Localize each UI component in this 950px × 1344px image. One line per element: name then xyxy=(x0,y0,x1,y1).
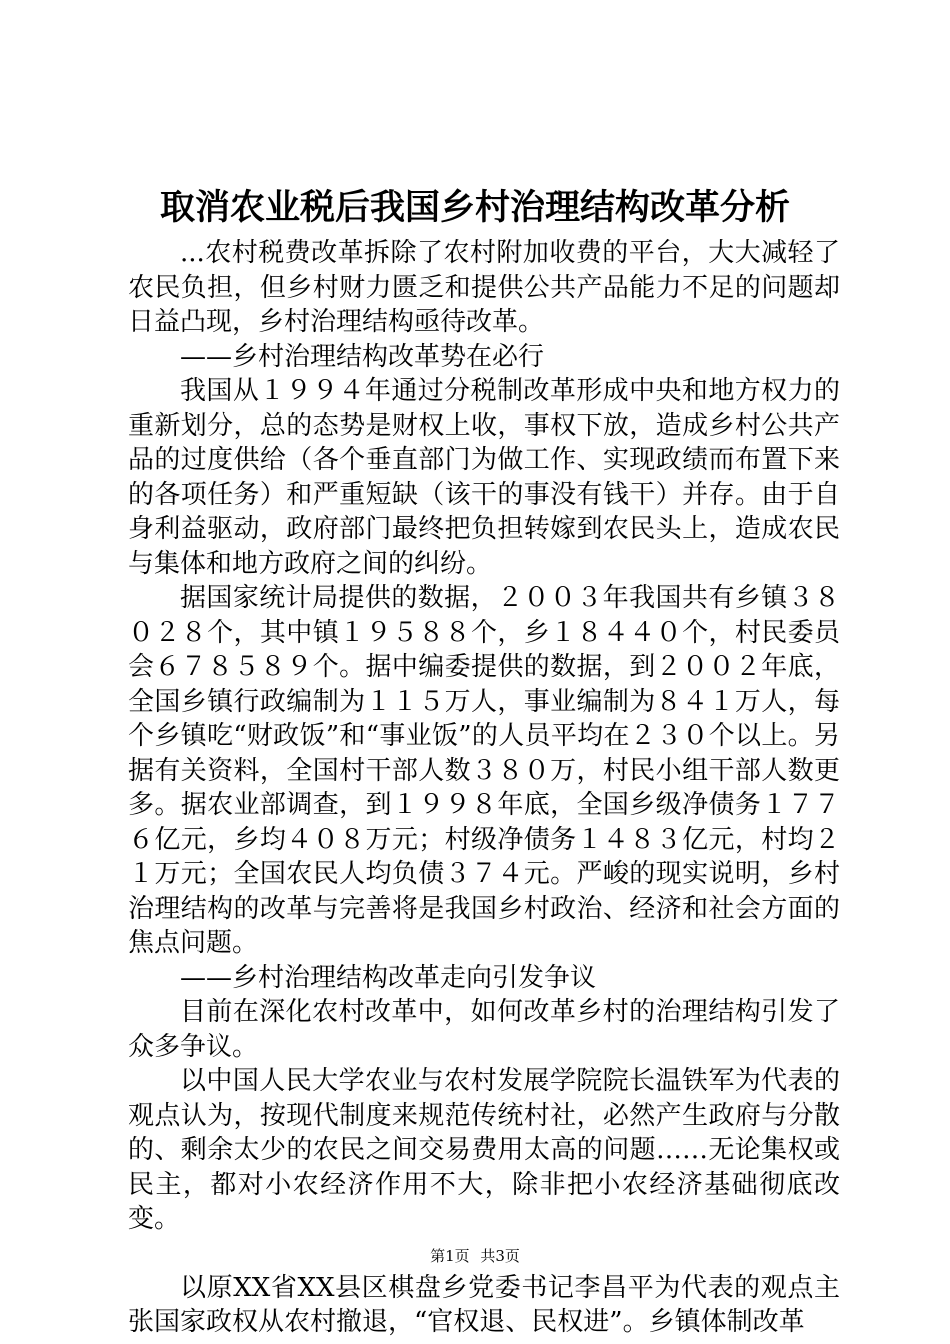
page-total: 共3页 xyxy=(480,1247,520,1265)
section-heading-2: ——乡村治理结构改革走向引发争议 xyxy=(180,962,597,993)
paragraph-5: 以原XX省XX县区棋盘乡党委书记李昌平为代表的观点主张国家政权从农村撤退，“官权退、民权进”。乡镇体制改革 xyxy=(128,1272,840,1337)
page-footer xyxy=(0,1246,950,1266)
paragraph-2: 据国家统计局提供的数据，２００３年我国共有乡镇３８０２８个，其中镇１９５８８个，乡１８４４０个，村民委员会６７８５８９个。据中编委提供的数据，到２００２年底，全国乡镇行政编制为１１５万人，事业编制为８４１万人，每个乡镇吃“财政饭”和“事业饭”的人员平均在２３０个以上。另据有关资料，全国村干部人数３８０万，村民小组干部人数更多。据农业部调查，到１９９８年底，全国乡级净债务１７７６亿元，乡均４０８万元；村级净债务１４８３亿元，村均２１万元；全国农民人均负债３７４元。严峻的现实说明，乡村治理结构的改革与完善将是我国乡村政治、经济和社会方面的焦点问题。 xyxy=(128,583,840,958)
page-number: 第1页 xyxy=(430,1247,470,1265)
paragraph-intro: ...农村税费改革拆除了农村附加收费的平台，大大减轻了农民负担，但乡村财力匮乏和提供公共产品能力不足的问题却日益凸现，乡村治理结构亟待改革。 xyxy=(128,238,840,337)
document-body xyxy=(128,236,840,1340)
paragraph-3: 目前在深化农村改革中，如何改革乡村的治理结构引发了众多争议。 xyxy=(128,997,840,1062)
paragraph-4: 以中国人民大学农业与农村发展学院院长温铁军为代表的观点认为，按现代制度来规范传统村社，必然产生政府与分散的、剩余太少的农民之间交易费用太高的问题……无论集权或民主，都对小农经济作用不大，除非把小农经济基础彻底改变。 xyxy=(128,1066,840,1234)
section-heading-1: ——乡村治理结构改革势在必行 xyxy=(180,341,545,372)
paragraph-1: 我国从１９９４年通过分税制改革形成中央和地方权力的重新划分，总的态势是财权上收，事权下放，造成乡村公共产品的过度供给（各个垂直部门为做工作、实现政绩而布置下来的各项任务）和严重短缺（该干的事没有钱干）并存。由于自身利益驱动，政府部门最终把负担转嫁到农民头上，造成农民与集体和地方政府之间的纠纷。 xyxy=(128,376,840,579)
document-title: 取消农业税后我国乡村治理结构改革分析 xyxy=(159,187,790,228)
